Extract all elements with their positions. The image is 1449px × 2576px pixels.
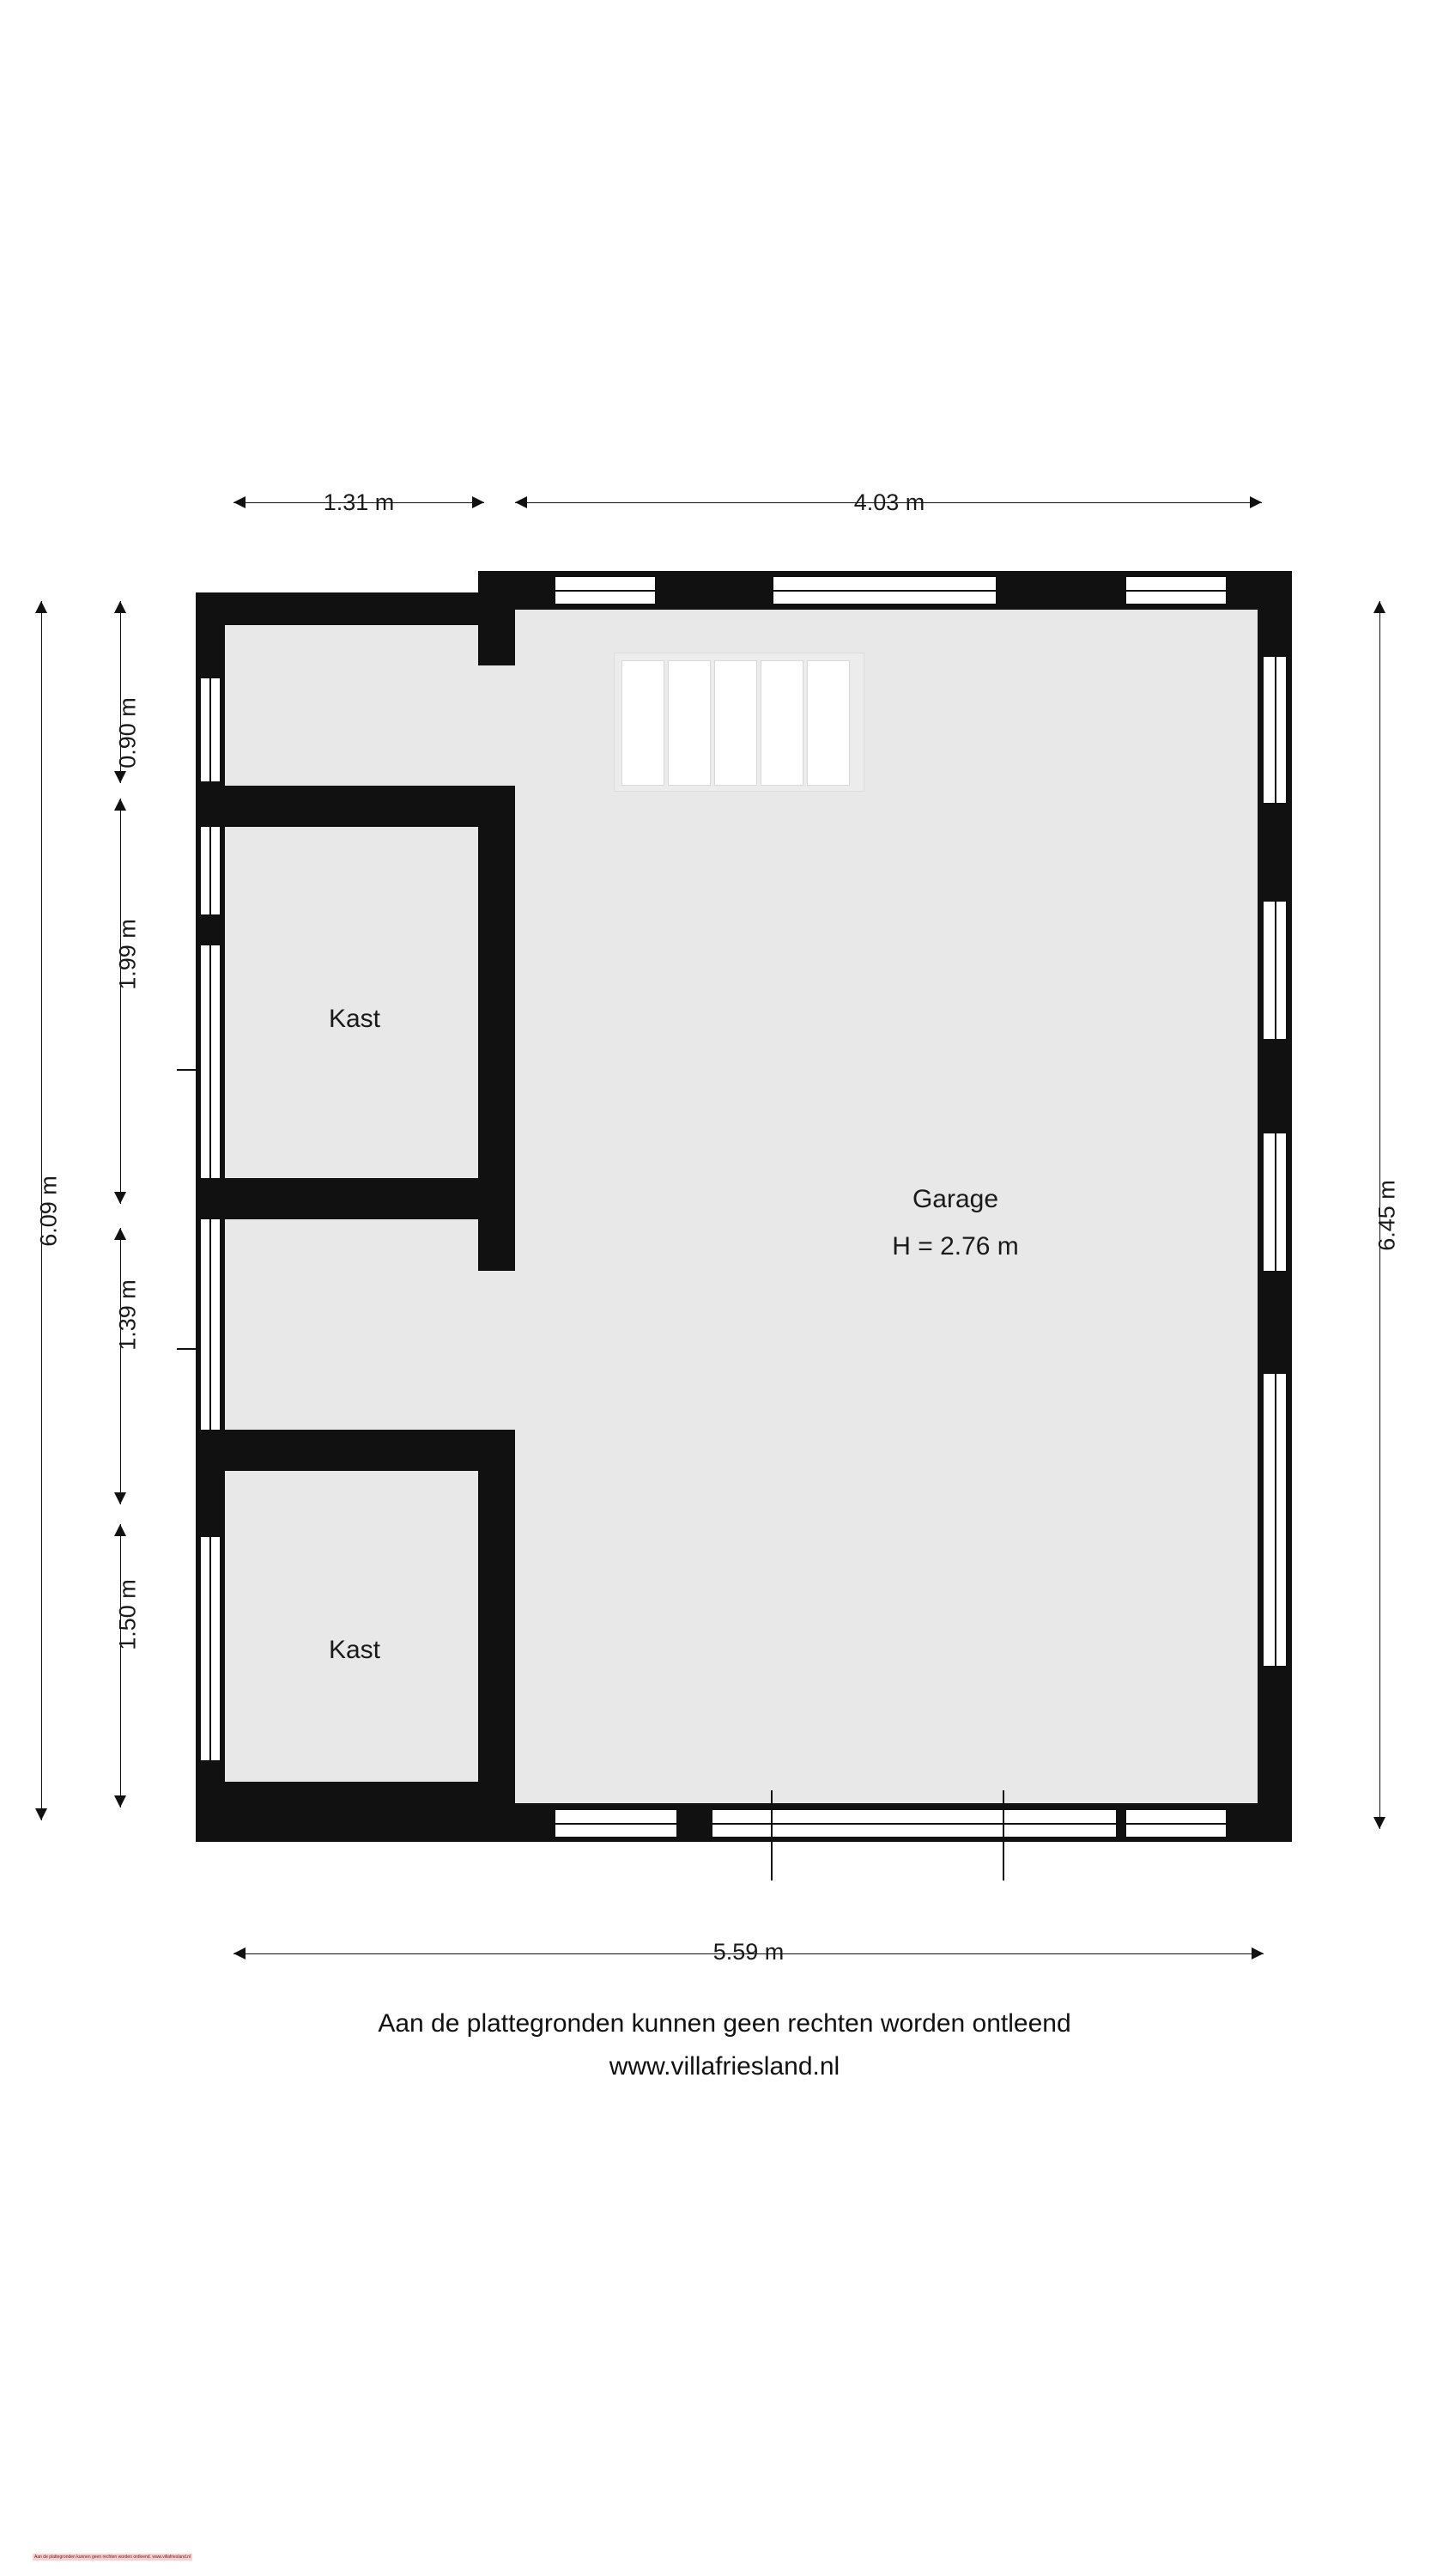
dimension-label-top-right: 4.03 m (853, 489, 925, 515)
window-mullion (209, 811, 211, 914)
dimension-tick (1003, 1790, 1004, 1880)
arrow-icon (114, 1228, 126, 1240)
arrow-icon (1373, 601, 1385, 613)
window-mullion (1275, 1133, 1276, 1271)
wall-pillar (676, 1803, 712, 1842)
window-mullion (209, 1219, 211, 1434)
arrow-icon (1250, 496, 1262, 508)
arrow-icon (515, 496, 527, 508)
wall-pillar (1226, 1803, 1292, 1842)
fineprint-watermark: Aan de plattegronden kunnen geen rechten worden ontleend. www.villafriesland.nl (34, 2555, 191, 2560)
dimension-label-left-b: 1.99 m (114, 919, 141, 990)
room-height-garage: H = 2.76 m (892, 1232, 1019, 1261)
dimension-tick (771, 1790, 773, 1880)
exterior-wall-bottom-left (196, 1782, 515, 1842)
wall-pillar (1258, 1271, 1292, 1374)
arrow-icon (114, 799, 126, 811)
stair-step (807, 660, 850, 786)
room-fill-corridor (225, 1219, 478, 1430)
dimension-label-left-c: 1.39 m (114, 1279, 141, 1351)
arrow-icon (472, 496, 484, 508)
dimension-label-left-a: 0.90 m (114, 697, 141, 769)
room-label-kast-bottom: Kast (328, 1636, 381, 1664)
window-mullion (209, 678, 211, 781)
arrow-icon (1373, 1817, 1385, 1829)
interior-wall-kast-top-bottom (196, 1178, 515, 1219)
dimension-label-left-d: 1.50 m (114, 1579, 141, 1650)
window-mullion (209, 945, 211, 1185)
stair-step (668, 660, 711, 786)
stairs (614, 653, 864, 792)
stair-step (761, 660, 803, 786)
room-label-kast-top: Kast (328, 1005, 381, 1033)
interior-wall-kast-top-top (196, 786, 515, 827)
footer-website: www.villafriesland.nl (609, 2052, 840, 2081)
window-mullion (554, 590, 657, 592)
arrow-icon (114, 1192, 126, 1204)
wall-pillar (1258, 803, 1292, 902)
wall-pillar (196, 914, 225, 945)
arrow-icon (233, 1947, 246, 1959)
stair-step (714, 660, 757, 786)
arrow-icon (35, 1808, 47, 1820)
wall-pillar (1226, 571, 1292, 610)
wall-pillar (1258, 1039, 1292, 1133)
window-mullion (209, 1537, 211, 1760)
room-fill-kast-bottom (225, 1471, 478, 1782)
dimension-label-left-total: 6.09 m (35, 1176, 62, 1247)
dimension-label-bottom-total: 5.59 m (712, 1939, 785, 1965)
window-mullion (1125, 590, 1228, 592)
arrow-icon (114, 601, 126, 613)
interior-wall-vertical-upper (478, 571, 515, 665)
wall-pillar (1116, 1803, 1126, 1842)
footer-disclaimer: Aan de plattegronden kunnen geen rechten worden ontleend (378, 2009, 1071, 2038)
window-mullion (1125, 1823, 1228, 1825)
dimension-label-right-total: 6.45 m (1373, 1180, 1400, 1251)
wall-pillar (196, 592, 225, 678)
arrow-icon (114, 1524, 126, 1536)
exterior-wall-top-left-run (196, 592, 492, 625)
window-mullion (1275, 1374, 1276, 1666)
window-mullion (771, 590, 998, 592)
interior-wall-kast-bottom-right (478, 1430, 515, 1842)
wall-pillar (996, 571, 1126, 610)
arrow-icon (233, 496, 246, 508)
wall-pillar (196, 1760, 225, 1842)
room-fill-kast-top (225, 827, 478, 1178)
stair-step (621, 660, 664, 786)
arrow-icon (1252, 1947, 1264, 1959)
window-mullion (1275, 653, 1276, 803)
arrow-icon (114, 1492, 126, 1504)
window-mullion (554, 1823, 678, 1825)
window-mullion (1275, 902, 1276, 1039)
arrow-icon (35, 601, 47, 613)
arrow-icon (114, 1795, 126, 1807)
wall-pillar (655, 571, 773, 610)
room-fill-entry (225, 625, 478, 786)
room-label-garage: Garage (912, 1185, 999, 1213)
interior-wall-kast-bottom-top (196, 1430, 515, 1471)
dimension-label-top-left: 1.31 m (323, 489, 395, 515)
